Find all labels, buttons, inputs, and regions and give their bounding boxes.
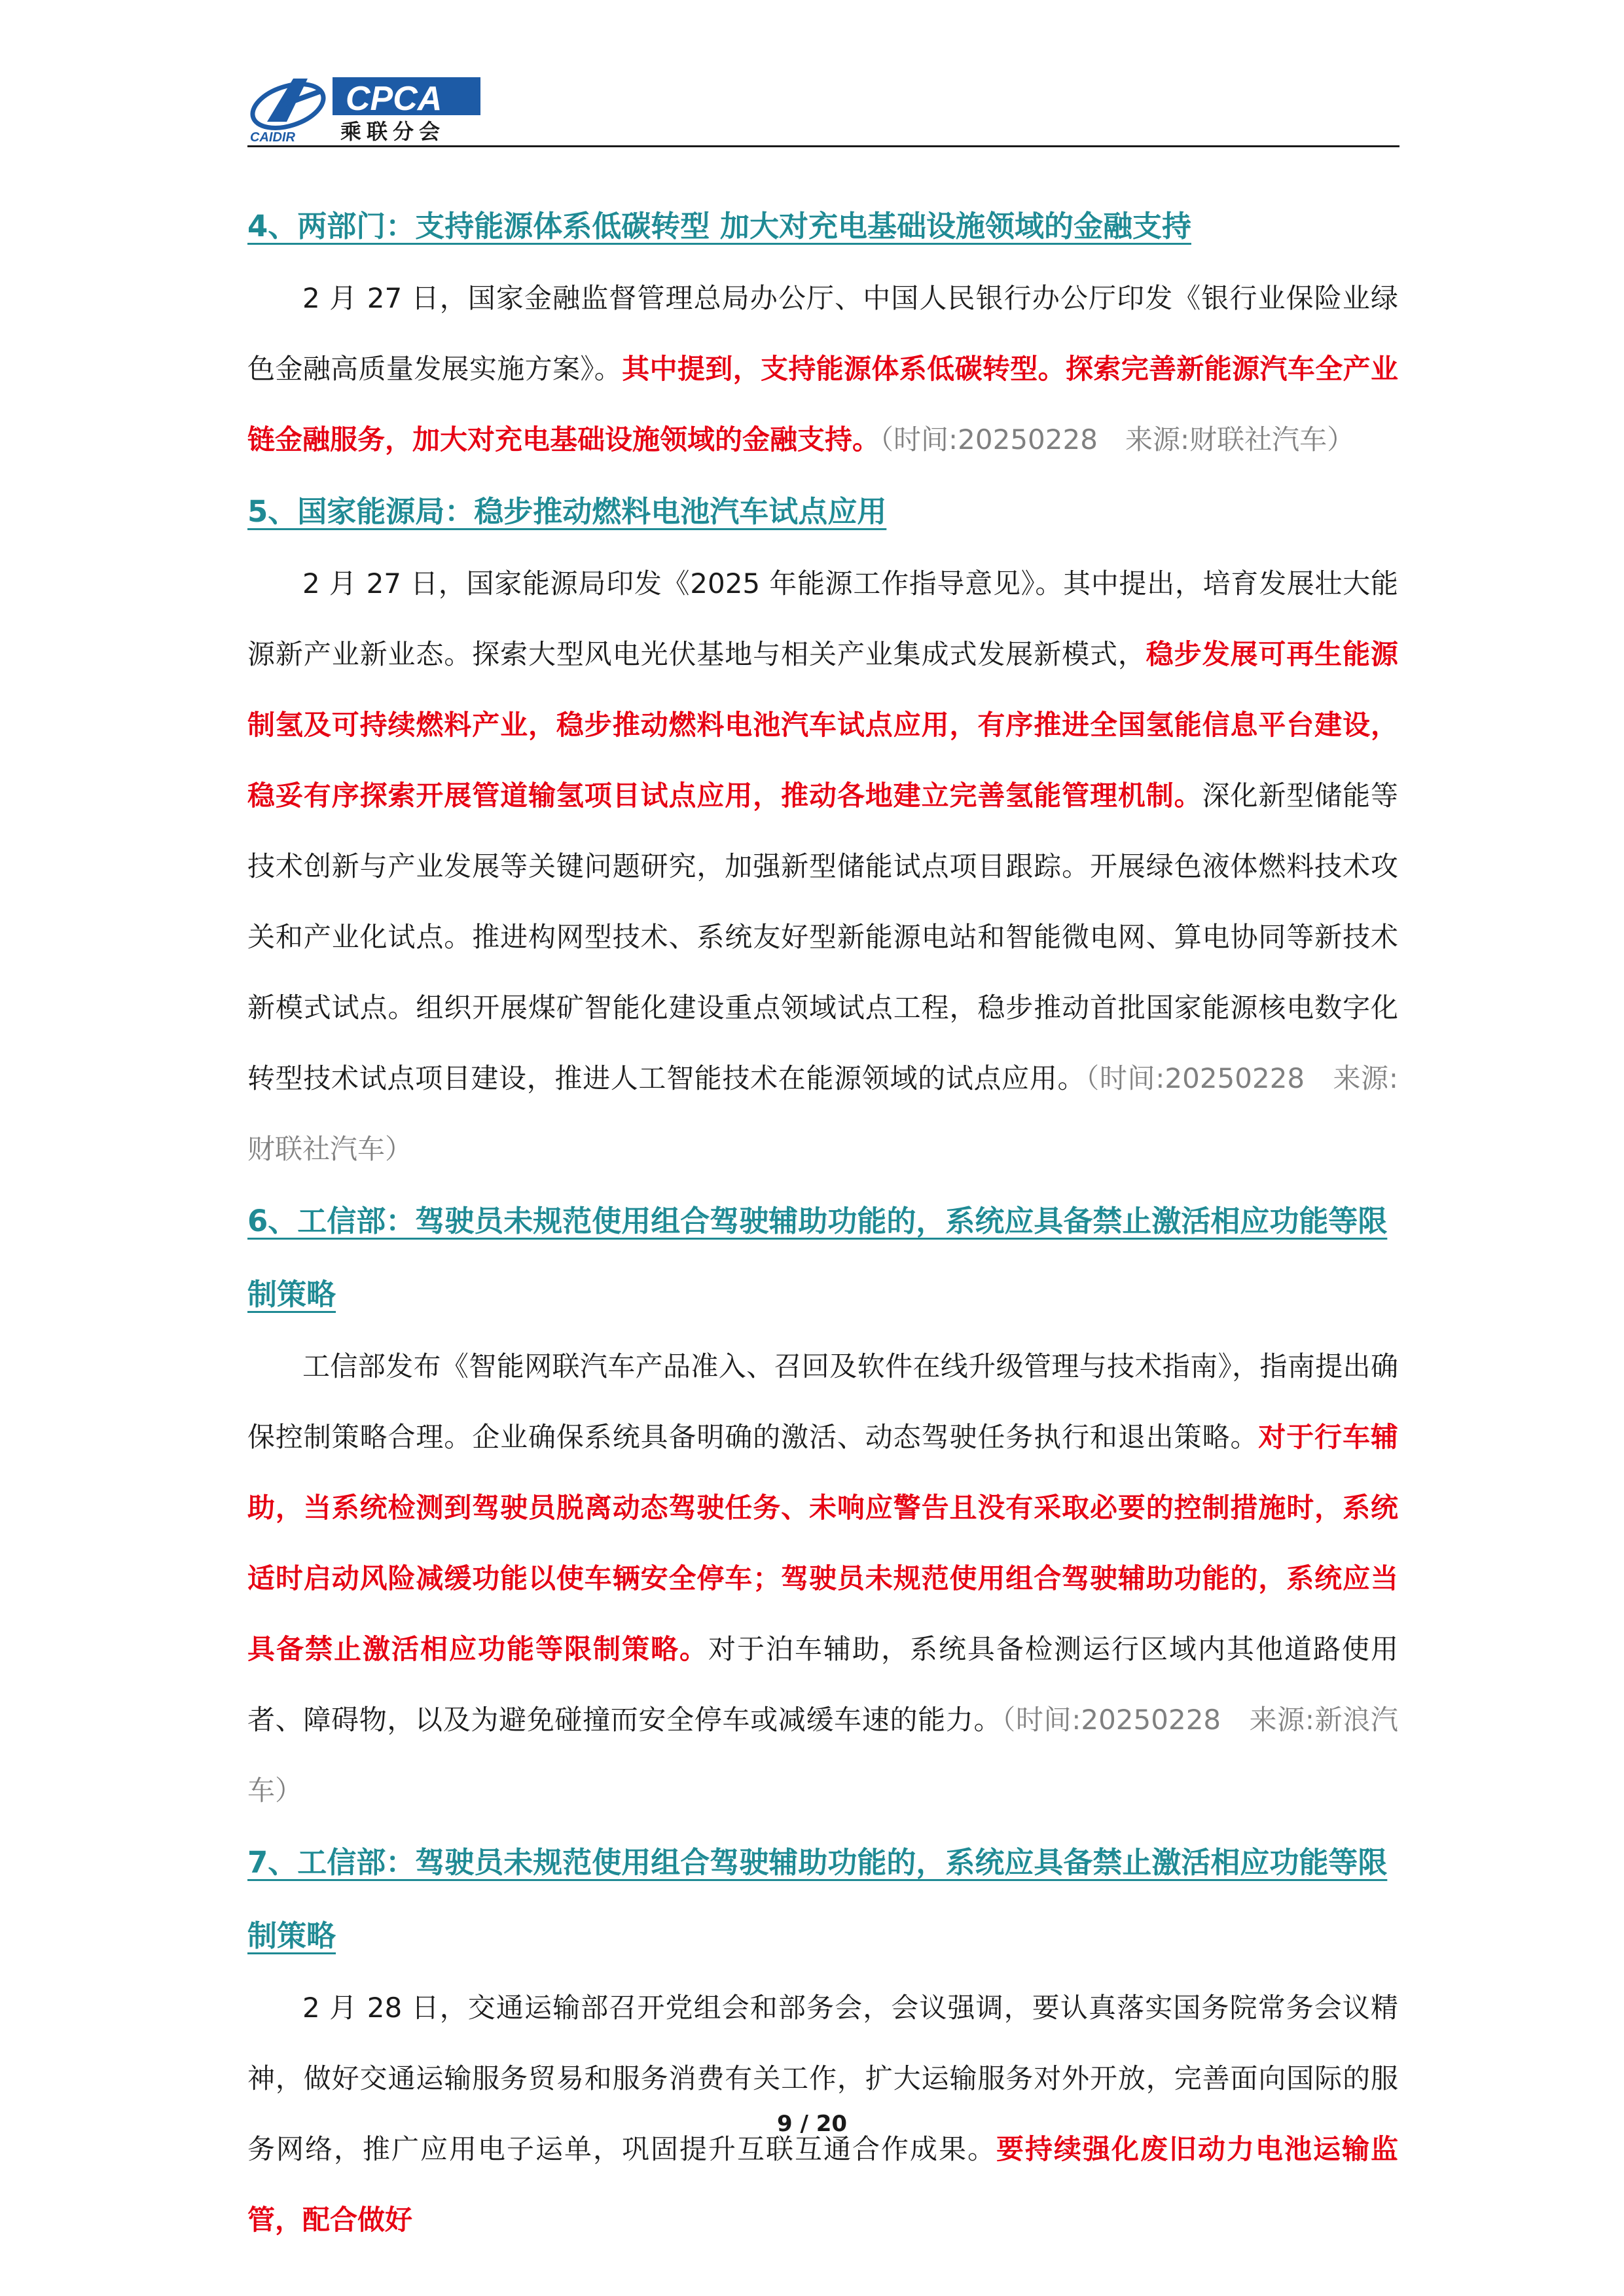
body-text: 对于泊车辅助，系统具备检测运行区域内其他道路使用者、障碍物，以及为避免碰撞而安全停车或减缓车速的能力。	[247, 1633, 1398, 1736]
logo-mark-text: CAIDIR	[250, 130, 295, 145]
cpca-logo	[247, 65, 483, 145]
body-text: 2 月 27 日，国家金融监督管理总局办公厅、中国人民银行办公厅印发《银行业保险业绿色金融高质量发展实施方案》。	[247, 282, 1398, 385]
news-heading: 4、两部门：支持能源体系低碳转型 加大对充电基础设施领域的金融支持	[247, 209, 1191, 243]
highlighted-text: 其中提到，支持能源体系低碳转型。探索完善新能源汽车全产业链金融服务，加大对充电基础设施领域的金融支持。	[247, 353, 1398, 456]
body-text: 2 月 28 日，交通运输部召开党组会和部务会，会议强调，要认真落实国务院常务会议精神，做好交通运输服务贸易和服务消费有关工作，扩大运输服务对外开放，完善面向国际的服务网络，推广应用电子运单，巩固提升互联互通合作成果。	[247, 1992, 1398, 2165]
news-paragraph	[247, 1331, 1398, 1826]
news-heading: 6、工信部：驾驶员未规范使用组合驾驶辅助功能的，系统应具备禁止激活相应功能等限制策略	[247, 1204, 1388, 1312]
news-item-6	[247, 1185, 1398, 1826]
news-heading: 5、国家能源局：稳步推动燃料电池汽车试点应用	[247, 494, 887, 529]
logo-subtitle: 乘联分会	[340, 119, 446, 144]
news-heading: 7、工信部：驾驶员未规范使用组合驾驶辅助功能的，系统应具备禁止激活相应功能等限制策略	[247, 1845, 1388, 1953]
body-text: 2 月 27 日，国家能源局印发《2025 年能源工作指导意见》。其中提出，培育发展壮大能源新产业新业态。探索大型风电光伏基地与相关产业集成式发展新模式，	[247, 567, 1398, 670]
highlighted-text: 对于行车辅助，当系统检测到驾驶员脱离动态驾驶任务、未响应警告且没有采取必要的控制措施时，系统适时启动风险减缓功能以使车辆安全停车；驾驶员未规范使用组合驾驶辅助功能的，系统应当具备禁止激活相应功能等限制策略。	[247, 1421, 1398, 1665]
logo-text: CPCA	[346, 80, 442, 118]
source-note: （时间:20250228 来源:财联社汽车）	[880, 423, 1355, 456]
page-number: 9 / 20	[776, 2111, 848, 2137]
source-note: （时间:20250228 来源:财联社汽车）	[247, 1062, 1398, 1165]
document-body	[247, 190, 1398, 2255]
body-text: 工信部发布《智能网联汽车产品准入、召回及软件在线升级管理与技术指南》，指南提出确保控制策略合理。企业确保系统具备明确的激活、动态驾驶任务执行和退出策略。	[247, 1350, 1398, 1453]
source-note: （时间:20250228 来源:新浪汽车）	[247, 1704, 1398, 1806]
page-header	[247, 65, 1399, 149]
highlighted-text: 要持续强化废旧动力电池运输监管，配合做好	[247, 2133, 1398, 2236]
highlighted-text: 稳步发展可再生能源制氢及可持续燃料产业，稳步推动燃料电池汽车试点应用，有序推进全国氢能信息平台建设，稳妥有序探索开展管道输氢项目试点应用，推动各地建立完善氢能管理机制。	[247, 638, 1398, 812]
news-paragraph	[247, 263, 1398, 475]
news-item-5	[247, 475, 1398, 1185]
news-item-7	[247, 1826, 1398, 2255]
news-paragraph	[247, 548, 1398, 1185]
header-divider	[247, 145, 1399, 147]
body-text: 深化新型储能等技术创新与产业发展等关键问题研究，加强新型储能试点项目跟踪。开展绿色液体燃料技术攻关和产业化试点。推进构网型技术、系统友好型新能源电站和智能微电网、算电协同等新技术新模式试点。组织开展煤矿智能化建设重点领域试点工程，稳步推动首批国家能源核电数字化转型技术试点项目建设，推进人工智能技术在能源领域的试点应用。	[247, 780, 1398, 1094]
news-item-4	[247, 190, 1398, 475]
